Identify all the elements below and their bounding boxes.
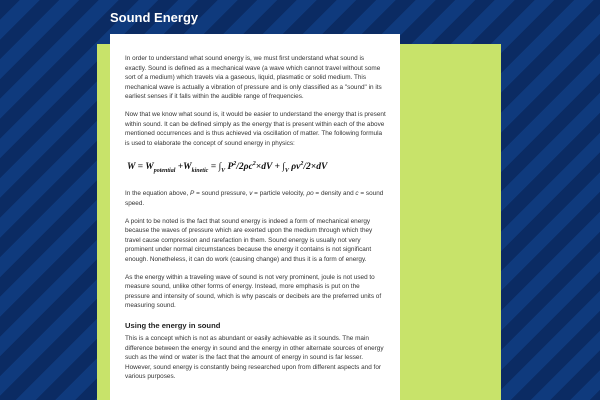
paragraph-energy: Now that we know what sound is, it would be easier to understand the energy that is present within sound. It can be defined simply as the energy that is present within each of the above mentioned occurrences and is thus achieved via oscillation of matter. The following formula is used to elaborate the concept of sound energy in physics: — [125, 110, 386, 147]
paragraph-units: As the energy within a traveling wave of sound is not very prominent, joule is not used to measure sound, unlike other forms of energy. Instead, more emphasis is put on the pressure and intensity of sound, which is why pascals or decibels are the preferred units of measuring sound. — [125, 273, 382, 310]
paragraph-equation-legend: In the equation above, P = sound pressure, v = particle velocity, ρo = density and c = sound speed. — [125, 190, 384, 207]
paragraph-using-energy: This is a concept which is not as abundant or easily achievable as it sounds. The main difference between the energy in sound and the energy in other alternate sources of energy such as the wind or water is the fact that the amount of energy in sound is far lesser. However, sound energy is constantly being researched upon from different aspects and for various purposes. — [125, 334, 384, 381]
paragraph-mechanical: A point to be noted is the fact that sound energy is indeed a form of mechanical energy because the waves of pressure which are exerted upon the medium through which they travel cause compression and rarefaction in them. Sound energy is usually not very prominent under normal circumstances because the energy it contains is not significant enough. Nonetheless, it can do work (causing change) and thus it is a form of energy. — [125, 217, 373, 263]
sound-energy-formula: $W = W_{potential} +W_{kinetic} = \int_V$ $P^2/2\rho c^2\times dV + \int_V$ $\rho v^2/2\times dV$ — [127, 160, 328, 174]
section-heading-using-energy: Using the energy in sound — [125, 320, 221, 330]
paragraph-intro: In order to understand what sound energy is, we must first understand what sound is exactly. Sound is defined as a mechanical wave (a wave which cannot travel without some sort of a medium) which travels via a gaseous, liquid, plasmatic or solid medium. This mechanical wave is actually a vibration of pressure and is only classified as a "sound" in its earliest senses if it falls within the audible range of frequencies. — [125, 55, 382, 101]
article-content — [110, 34, 400, 400]
site-title[interactable]: Sound Energy — [110, 10, 199, 25]
